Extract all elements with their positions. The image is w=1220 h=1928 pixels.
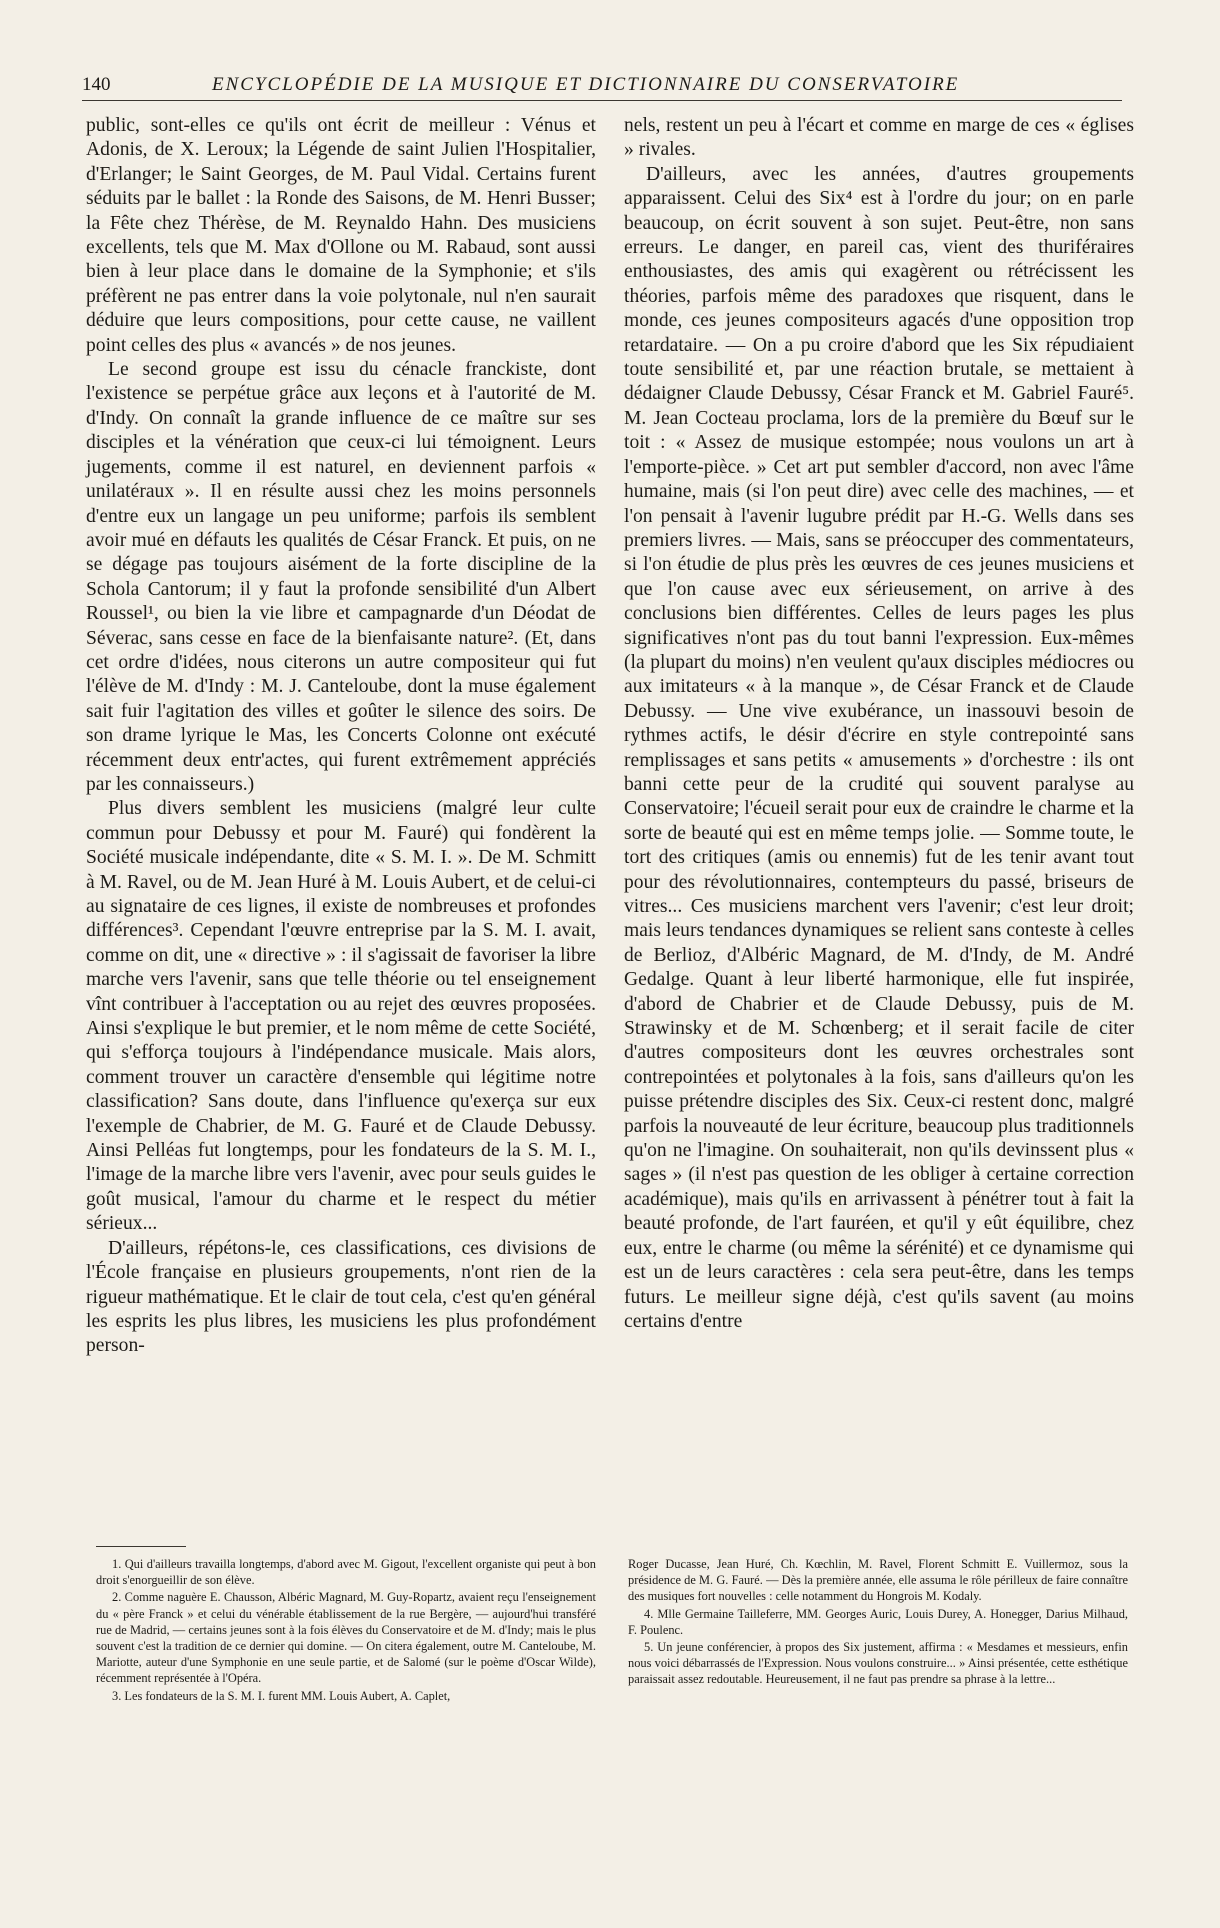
paragraph: public, sont-elles ce qu'ils ont écrit de meilleur : Vénus et Adonis, de X. Leroux; la Légende de saint Julien l'Hospitalier, d'Erlanger; le Saint Georges, de M. Paul Vidal. Certains furent séduits par le ballet : la Ronde des Saisons, de M. Henri Busser; la Fête chez Thérèse, de M. Reynaldo Hahn. Des musiciens excellents, tels que M. Max d'Ollone ou M. Rabaud, sont aussi bien à leur place dans le domaine de la Symphonie; et s'ils préfèrent ne pas entrer dans la voie polytonale, nul n'en saurait déduire que leurs compositions, pour cette cause, ne vaillent point celles des plus « avancés » de nos jeunes. (86, 115, 596, 356)
page-number: 140 (82, 74, 111, 95)
footnotes-left (96, 1556, 596, 1705)
footnotes-right (628, 1556, 1128, 1689)
paragraph: Le second groupe est issu du cénacle franckiste, dont l'existence se perpétue grâce aux leçons et à l'autorité de M. d'Indy. On connaît la grande influence de ce maître sur ses disciples et la vénération que ceux-ci lui témoignent. Leurs jugements, comme il est naturel, en deviennent parfois « unilatéraux ». Il en résulte aussi chez les moins personnels d'entre eux un langage un peu uniforme; parfois ils semblent avoir mué en défauts les qualités de César Franck. Et puis, on ne se dégage pas toujours aisément de la forte discipline de la Schola Cantorum; il y faut la profonde sensibilité d'un Albert Roussel¹, ou bien la vie libre et campagnarde d'un Déodat de Séverac, sans cesse en face de la bienfaisante nature². (Et, dans cet ordre d'idées, nous citerons un autre compositeur qui fut l'élève de M. d'Indy : M. J. Canteloube, dont la muse également sait fuir l'agitation des villes et goûter le silence des soirs. De son drame lyrique le Mas, les Concerts Colonne ont exécuté récemment deux entr'actes, qui furent extrêmement appréciés par les connaisseurs.) (86, 359, 596, 795)
footnote: 4. Mlle Germaine Tailleferre, MM. Georges Auric, Louis Durey, A. Honegger, Darius Milhaud, F. Poulenc. (628, 1606, 1128, 1637)
paragraph: nels, restent un peu à l'écart et comme en marge de ces « églises » rivales. (624, 115, 1134, 161)
footnote: 5. Un jeune conférencier, à propos des Six justement, affirma : « Mesdames et messieurs, enfin nous voici débarrassés de l'Expression. Nous voulons construire... » Ainsi présentée, cette esthétique paraissait assez redoutable. Heureusement, il ne faut pas prendre sa phrase à la lettre... (628, 1640, 1128, 1687)
paragraph: D'ailleurs, avec les années, d'autres groupements apparaissent. Celui des Six⁴ est à l'ordre du jour; on en parle beaucoup, on écrit souvent à son sujet. Peut-être, non sans erreurs. Le danger, en pareil cas, vient des thuriféraires enthousiastes, des amis qui exagèrent ou rétrécissent les théories, parfois même des paradoxes que risquent, dans le monde, ces jeunes compositeurs agacés d'une opposition trop retardataire. — On a pu croire d'abord que les Six répudiaient toute sensibilité et, par une réaction brutale, se mettaient à dédaigner Claude Debussy, César Franck et M. Gabriel Fauré⁵. M. Jean Cocteau proclama, lors de la première du Bœuf sur le toit : « Assez de musique estompée; nous voulons un art à l'emporte-pièce. » Cet art put sembler d'accord, non avec l'âme humaine, mais (si l'on peut dire) avec celle des machines, — et l'on pensait à l'avenir lugubre prédit par H.-G. Wells dans ses premiers livres. — Mais, sans se préoccuper des commentateurs, si l'on étudie de plus près les œuvres de ces jeunes musiciens et que l'on cause avec eux sérieusement, on arrive à des conclusions bien différentes. Celles de leurs pages les plus significatives n'ont pas du tout banni l'expression. Eux-mêmes (la plupart du moins) n'en veulent qu'aux disciples médiocres ou aux imitateurs « à la manque », de César Franck et de Claude Debussy. — Une vive exubérance, un inassouvi besoin de rythmes actifs, le désir d'écrire en style contrepointé sans remplissages et sans petits « amusements » d'orchestre : ils ont banni cette peur de la crudité qui souvent paralyse au Conservatoire; l'écueil serait pour eux de craindre le charme et la sorte de beauté qui est en même temps jolie. — Somme toute, le tort des critiques (amis ou ennemis) fut de les tenir avant tout pour des révolutionnaires, contempteurs du passé, briseurs de vitres... Ces musiciens marchent vers l'avenir; c'est leur droit; mais leurs tendances dynamiques se relient sans conteste à celles de Berlioz, d'Albéric Magnard, de M. d'Indy, de M. André Gedalge. Quant à leur liberté harmonique, elle fut inspirée, d'abord de Chabrier et de Claude Debussy, puis de M. Strawinsky et de M. Schœnberg; et il serait facile de citer d'autres compositeurs dont les œuvres orchestrales sont contrepointées et polytonales à la fois, sans d'ailleurs qu'on les puisse prétendre disciples des Six. Ceux-ci restent donc, malgré parfois la nouveauté de leur écriture, beaucoup plus traditionnels qu'on ne l'imagine. On souhaiterait, non qu'ils devinssent plus « sages » (il n'est pas question de les obliger à certaine correction académique), mais qu'ils en arrivassent à pénétrer tout à fait la beauté profonde, de l'art fauréen, et qu'il y eût équilibre, chez eux, entre le charme (ou même la sérénité) et ce dynamisme qui est un de leurs caractères : cela sera peut-être, dans les temps futurs. Le meilleur signe déjà, c'est qu'ils savent (au moins certains d'entre (624, 163, 1134, 1332)
footnote-separator (96, 1546, 186, 1547)
right-column (624, 114, 1134, 1334)
left-column (86, 114, 596, 1359)
running-header (82, 74, 1122, 101)
footnote: 2. Comme naguère E. Chausson, Albéric Magnard, M. Guy-Ropartz, avaient reçu l'enseignement du « père Franck » et celui du vénérable établissement de la rue Bergère, — aujourd'hui transféré rue de Madrid, — certains jeunes sont à la fois élèves du Conservatoire et de M. d'Indy; mais le plus souvent c'est la tradition de ce dernier qui domine. — On citera également, outre M. Canteloube, M. Mariotte, auteur d'une Symphonie en une seule partie, et de Salomé (sur le poème d'Oscar Wilde), récemment représentée à l'Opéra. (96, 1590, 596, 1686)
paragraph: Plus divers semblent les musiciens (malgré leur culte commun pour Debussy et pour M. Fauré) qui fondèrent la Société musicale indépendante, dite « S. M. I. ». De M. Schmitt à M. Ravel, ou de M. Jean Huré à M. Louis Aubert, et de celui-ci au signataire de ces lignes, il existe de nombreuses et profondes différences³. Cependant l'œuvre entreprise par la S. M. I. avait, comme on dit, une « directive » : il s'agissait de favoriser la libre marche vers l'avenir, sans que telle théorie ou tel enseignement vînt contribuer à l'acceptation ou au rejet des œuvres proposées. Ainsi s'explique le but premier, et le nom même de cette Société, qui s'efforça toujours à l'indépendance musicale. Mais alors, comment trouver un caractère d'ensemble qui légitime notre classification? Sans doute, dans l'influence qu'exerça sur eux l'exemple de Chabrier, de M. G. Fauré et de Claude Debussy. Ainsi Pelléas fut longtemps, pour les fondateurs de la S. M. I., l'image de la marche libre vers l'avenir, avec pour seuls guides le goût musical, l'amour du charme et le respect du métier sérieux... (86, 798, 596, 1235)
running-title: ENCYCLOPÉDIE DE LA MUSIQUE ET DICTIONNAIRE DU CONSERVATOIRE (212, 74, 960, 95)
footnote: 1. Qui d'ailleurs travailla longtemps, d'abord avec M. Gigout, l'excellent organiste qui peut à bon droit s'enorgueillir de son élève. (96, 1557, 596, 1588)
footnote: Roger Ducasse, Jean Huré, Ch. Kœchlin, M. Ravel, Florent Schmitt E. Vuillermoz, sous la présidence de M. G. Fauré. — Dès la première année, elle assuma le rôle périlleux de faire connaître des musiques fort nouvelles : celle notamment du Hongrois M. Kodaly. (628, 1557, 1128, 1604)
footnote: 3. Les fondateurs de la S. M. I. furent MM. Louis Aubert, A. Caplet, (112, 1688, 451, 1703)
paragraph: D'ailleurs, répétons-le, ces classifications, ces divisions de l'École française en plusieurs groupements, n'ont rien de la rigueur mathématique. Et le clair de tout cela, c'est qu'en général les esprits les plus libres, les musiciens les plus profondément person- (86, 1237, 596, 1357)
